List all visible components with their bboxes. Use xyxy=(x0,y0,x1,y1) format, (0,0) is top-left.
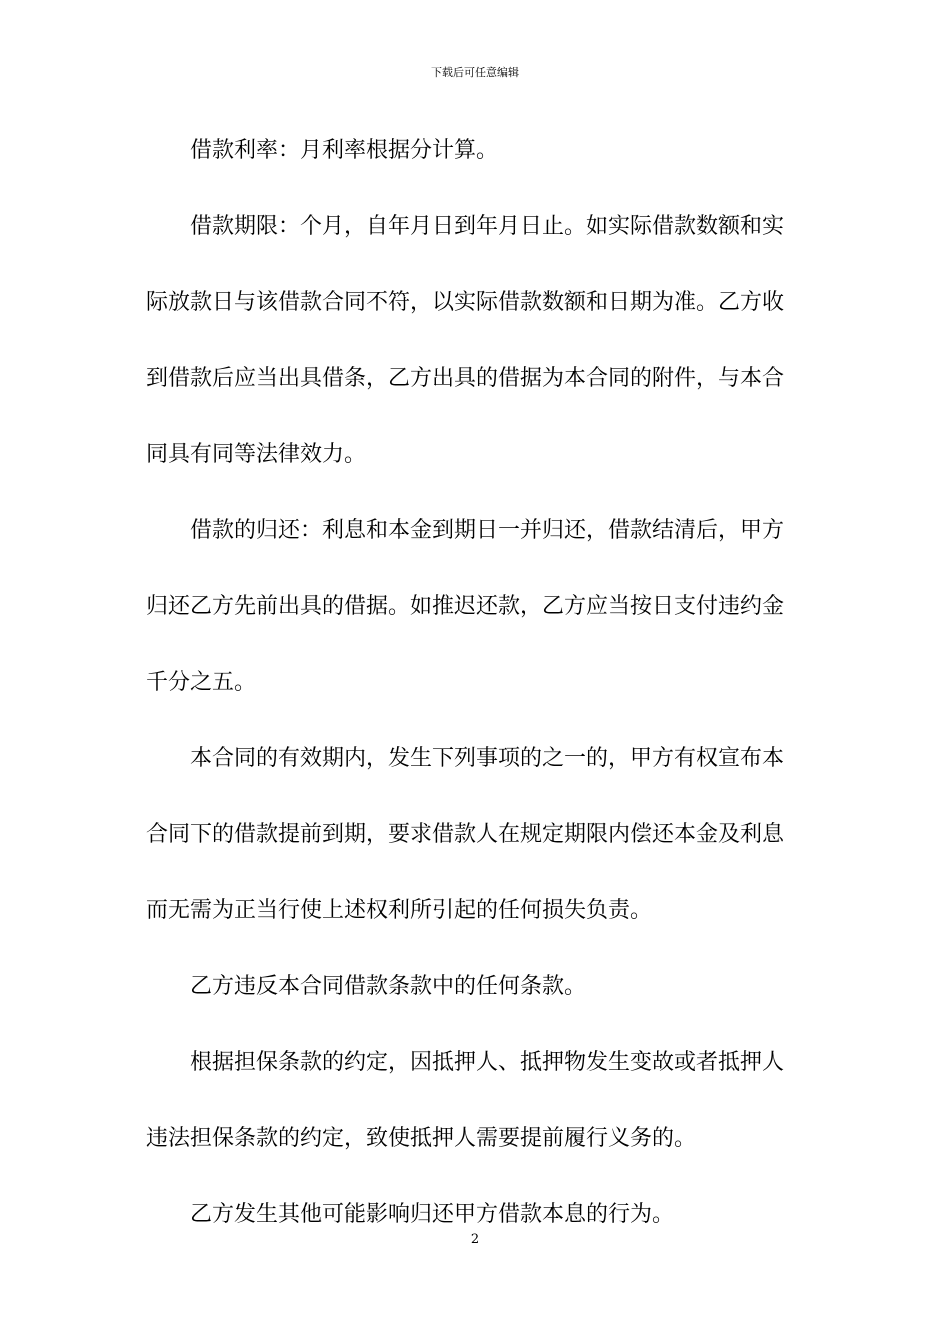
paragraph-early-maturity xyxy=(146,740,806,930)
paragraph-loan-term xyxy=(146,208,806,474)
text-line: 千分之五。 xyxy=(146,670,257,695)
text-line: 违法担保条款的约定，致使抵押人需要提前履行义务的。 xyxy=(146,1126,697,1151)
paragraph-repayment xyxy=(146,512,806,702)
text-line: 到借款后应当出具借条，乙方出具的借据为本合同的附件，与本合 xyxy=(146,366,785,391)
paragraph-other-behavior xyxy=(146,1196,806,1234)
text-line: 本合同的有效期内，发生下列事项的之一的，甲方有权宣布本 xyxy=(190,746,785,771)
text-line: 乙方发生其他可能影响归还甲方借款本息的行为。 xyxy=(190,1202,675,1227)
paragraph-breach xyxy=(146,968,806,1006)
text-line: 归还乙方先前出具的借据。如推迟还款，乙方应当按日支付违约金 xyxy=(146,594,785,619)
page-header: 下载后可任意编辑 xyxy=(431,66,519,79)
text-line: 同具有同等法律效力。 xyxy=(146,442,367,467)
text-line: 借款利率：月利率根据分计算。 xyxy=(190,138,499,163)
paragraph-guarantee xyxy=(146,1044,806,1158)
text-line: 根据担保条款的约定，因抵押人、抵押物发生变故或者抵押人 xyxy=(190,1050,785,1075)
text-line: 合同下的借款提前到期，要求借款人在规定期限内偿还本金及利息 xyxy=(146,822,785,847)
document-body xyxy=(146,132,806,1272)
text-line: 借款期限：个月，自年月日到年月日止。如实际借款数额和实 xyxy=(190,214,785,239)
text-line: 而无需为正当行使上述权利所引起的任何损失负责。 xyxy=(146,898,653,923)
page-number: 2 xyxy=(470,1232,480,1247)
paragraph-interest-rate xyxy=(146,132,806,170)
text-line: 乙方违反本合同借款条款中的任何条款。 xyxy=(190,974,587,999)
text-line: 借款的归还：利息和本金到期日一并归还，借款结清后，甲方 xyxy=(190,518,785,543)
text-line: 际放款日与该借款合同不符，以实际借款数额和日期为准。乙方收 xyxy=(146,290,785,315)
